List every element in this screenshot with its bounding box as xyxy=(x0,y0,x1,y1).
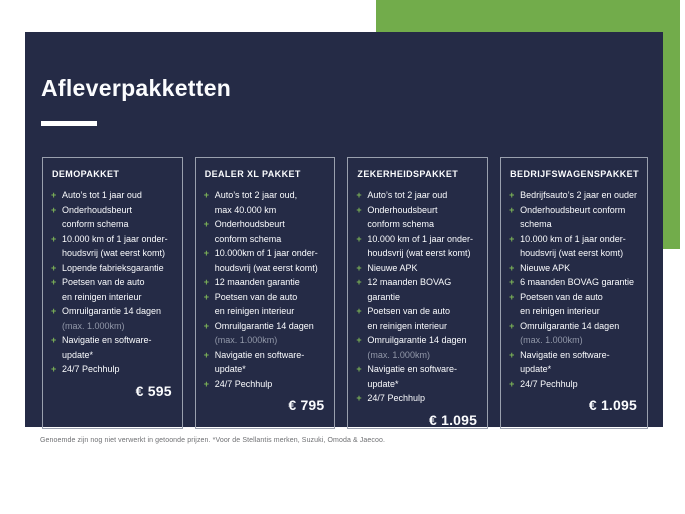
plus-bullet-icon: + xyxy=(356,306,362,316)
feature-text: Omruilgarantie 14 dagen xyxy=(214,320,314,331)
page-title: Afleverpakketten xyxy=(41,75,232,101)
feature-text: 6 maanden BOVAG garantie xyxy=(520,277,635,287)
plus-bullet-icon: + xyxy=(51,262,57,273)
plus-bullet-icon: + xyxy=(509,291,515,302)
plus-bullet-icon: + xyxy=(203,248,209,258)
plus-bullet-icon: + xyxy=(203,349,209,360)
plus-bullet-icon: + xyxy=(356,190,362,200)
package-feature-list xyxy=(204,188,327,391)
feature-text: en reinigen interieur xyxy=(62,291,142,302)
feature-line xyxy=(51,203,174,218)
package-price: € 595 xyxy=(135,382,172,399)
package-card xyxy=(195,157,336,429)
feature-text: 10.000 km of 1 jaar onder- xyxy=(62,233,168,244)
feature-subline xyxy=(51,319,174,334)
plus-bullet-icon: + xyxy=(203,291,209,302)
feature-text: houdsvrij (wat eerst komt) xyxy=(367,248,471,258)
plus-bullet-icon: + xyxy=(51,233,57,244)
feature-line xyxy=(356,188,479,203)
feature-line xyxy=(356,217,479,232)
feature-text: Onderhoudsbeurt xyxy=(214,219,285,229)
feature-text: 24/7 Pechhulp xyxy=(62,364,120,374)
feature-line xyxy=(204,275,327,290)
feature-line xyxy=(204,377,327,392)
feature-text: 10.000km of 1 jaar onder- xyxy=(214,248,318,258)
plus-bullet-icon: + xyxy=(203,219,209,229)
plus-bullet-icon: + xyxy=(509,277,515,287)
footnote: Genoemde zijn nog niet verwerkt in getoonde prijzen. *Voor de Stellantis merken, Suzuki, Omoda & Jaecoo. xyxy=(40,437,386,444)
plus-bullet-icon: + xyxy=(203,190,209,200)
feature-text: Omruilgarantie 14 dagen xyxy=(367,335,467,345)
feature-text: Onderhoudsbeurt conform xyxy=(520,204,626,215)
feature-text: Onderhoudsbeurt xyxy=(62,204,133,215)
plus-bullet-icon: + xyxy=(356,204,362,215)
feature-text: houdsvrij (wat eerst komt) xyxy=(214,262,318,273)
feature-subline xyxy=(509,333,639,348)
feature-line xyxy=(51,304,174,319)
feature-text: Navigatie en software-update* xyxy=(520,349,610,374)
feature-text: (max. 1.000km) xyxy=(214,335,278,345)
package-title: DEMOPAKKET xyxy=(52,169,120,179)
plus-bullet-icon: + xyxy=(51,306,57,316)
feature-text: houdsvrij (wat eerst komt) xyxy=(62,248,166,258)
feature-text: Navigatie en software-update* xyxy=(367,364,457,389)
plus-bullet-icon: + xyxy=(203,320,209,331)
feature-line xyxy=(204,261,327,276)
plus-bullet-icon: + xyxy=(356,393,362,403)
feature-line xyxy=(509,203,639,218)
package-card xyxy=(42,157,183,429)
feature-line xyxy=(204,319,327,334)
feature-line xyxy=(509,275,639,290)
feature-line xyxy=(356,203,479,218)
feature-text: Poetsen van de auto xyxy=(214,291,298,302)
feature-text: Omruilgarantie 14 dagen xyxy=(62,306,162,316)
plus-bullet-icon: + xyxy=(509,349,515,360)
feature-line xyxy=(356,319,479,334)
feature-line xyxy=(356,232,479,247)
feature-line xyxy=(204,217,327,232)
package-card xyxy=(500,157,648,429)
package-title: DEALER XL PAKKET xyxy=(204,169,301,179)
feature-line xyxy=(51,290,174,305)
feature-text: Onderhoudsbeurt xyxy=(367,204,438,215)
feature-text: (max. 1.000km) xyxy=(520,335,583,345)
package-card xyxy=(347,157,488,429)
plus-bullet-icon: + xyxy=(356,233,362,244)
plus-bullet-icon: + xyxy=(509,378,515,389)
feature-line xyxy=(204,290,327,305)
feature-line xyxy=(509,290,639,305)
feature-text: conform schema xyxy=(214,233,282,244)
feature-text: 24/7 Pechhulp xyxy=(214,378,273,389)
feature-line xyxy=(204,348,327,377)
feature-text: conform schema xyxy=(367,219,434,229)
feature-line xyxy=(509,217,639,232)
plus-bullet-icon: + xyxy=(203,277,209,287)
feature-line xyxy=(509,188,639,203)
feature-line xyxy=(204,188,327,203)
feature-line xyxy=(356,304,479,319)
feature-text: conform schema xyxy=(62,219,129,229)
main-panel xyxy=(25,32,663,427)
plus-bullet-icon: + xyxy=(51,335,57,345)
feature-text: Poetsen van de auto xyxy=(367,306,450,316)
package-title: ZEKERHEIDSPAKKET xyxy=(357,169,459,179)
feature-text: en reinigen interieur xyxy=(520,306,600,316)
title-underline xyxy=(41,121,97,126)
feature-text: Navigatie en software-update* xyxy=(62,335,152,360)
feature-text: 12 maanden BOVAG garantie xyxy=(367,277,452,302)
feature-subline xyxy=(356,348,479,363)
plus-bullet-icon: + xyxy=(509,204,515,215)
feature-text: 12 maanden garantie xyxy=(214,277,300,287)
feature-line xyxy=(356,261,479,276)
feature-line xyxy=(356,246,479,261)
feature-text: Auto’s tot 1 jaar oud xyxy=(62,190,142,200)
feature-line xyxy=(51,188,174,203)
plus-bullet-icon: + xyxy=(509,190,515,200)
feature-line xyxy=(509,304,639,319)
feature-text: schema xyxy=(520,219,552,229)
feature-text: Poetsen van de auto xyxy=(520,291,603,302)
feature-line xyxy=(204,203,327,218)
feature-text: Poetsen van de auto xyxy=(62,277,145,287)
feature-line xyxy=(51,275,174,290)
plus-bullet-icon: + xyxy=(356,277,362,287)
feature-text: Omruilgarantie 14 dagen xyxy=(520,320,620,331)
plus-bullet-icon: + xyxy=(51,277,57,287)
feature-line xyxy=(51,362,174,377)
feature-text: Auto’s tot 2 jaar oud, xyxy=(214,190,298,200)
package-feature-list xyxy=(51,188,174,377)
feature-line xyxy=(509,246,639,261)
feature-line xyxy=(509,232,639,247)
feature-subline xyxy=(204,333,327,348)
feature-line xyxy=(356,333,479,348)
feature-text: 24/7 Pechhulp xyxy=(520,378,578,389)
feature-line xyxy=(356,362,479,391)
feature-text: Auto’s tot 2 jaar oud xyxy=(367,190,448,200)
feature-line xyxy=(509,319,639,334)
feature-line xyxy=(51,261,174,276)
plus-bullet-icon: + xyxy=(509,233,515,244)
feature-line xyxy=(356,275,479,304)
feature-line xyxy=(51,246,174,261)
feature-text: 10.000 km of 1 jaar onder- xyxy=(520,233,626,244)
package-feature-list xyxy=(356,188,479,406)
feature-text: Nieuwe APK xyxy=(520,262,571,273)
plus-bullet-icon: + xyxy=(51,364,57,374)
feature-line xyxy=(509,377,639,392)
feature-text: max 40.000 km xyxy=(214,204,277,215)
plus-bullet-icon: + xyxy=(509,262,515,273)
feature-text: en reinigen interieur xyxy=(214,306,295,316)
package-feature-list xyxy=(509,188,639,391)
feature-text: en reinigen interieur xyxy=(367,320,447,331)
feature-line xyxy=(356,391,479,406)
package-title: BEDRIJFSWAGENSPAKKET xyxy=(510,169,639,179)
feature-text: 10.000 km of 1 jaar onder- xyxy=(367,233,473,244)
plus-bullet-icon: + xyxy=(356,335,362,345)
feature-text: (max. 1.000km) xyxy=(62,320,125,331)
feature-text: Bedrijfsauto’s 2 jaar en ouder xyxy=(520,190,638,200)
feature-line xyxy=(509,348,639,377)
feature-text: Lopende fabrieksgarantie xyxy=(62,262,164,273)
plus-bullet-icon: + xyxy=(356,364,362,374)
plus-bullet-icon: + xyxy=(51,204,57,215)
feature-text: Nieuwe APK xyxy=(367,262,418,273)
packages-row xyxy=(42,157,648,428)
feature-line xyxy=(509,261,639,276)
feature-line xyxy=(51,217,174,232)
package-price: € 1.095 xyxy=(588,397,637,413)
plus-bullet-icon: + xyxy=(51,190,57,200)
feature-line xyxy=(51,333,174,362)
feature-line xyxy=(204,304,327,319)
plus-bullet-icon: + xyxy=(203,378,209,389)
package-price: € 1.095 xyxy=(429,411,478,428)
feature-line xyxy=(51,232,174,247)
feature-text: Navigatie en software-update* xyxy=(214,349,305,374)
feature-line xyxy=(204,246,327,261)
feature-text: (max. 1.000km) xyxy=(367,349,430,360)
feature-line xyxy=(204,232,327,247)
feature-text: 24/7 Pechhulp xyxy=(367,393,425,403)
plus-bullet-icon: + xyxy=(509,320,515,331)
feature-text: houdsvrij (wat eerst komt) xyxy=(520,248,624,258)
plus-bullet-icon: + xyxy=(356,262,362,273)
package-price: € 795 xyxy=(288,397,325,413)
